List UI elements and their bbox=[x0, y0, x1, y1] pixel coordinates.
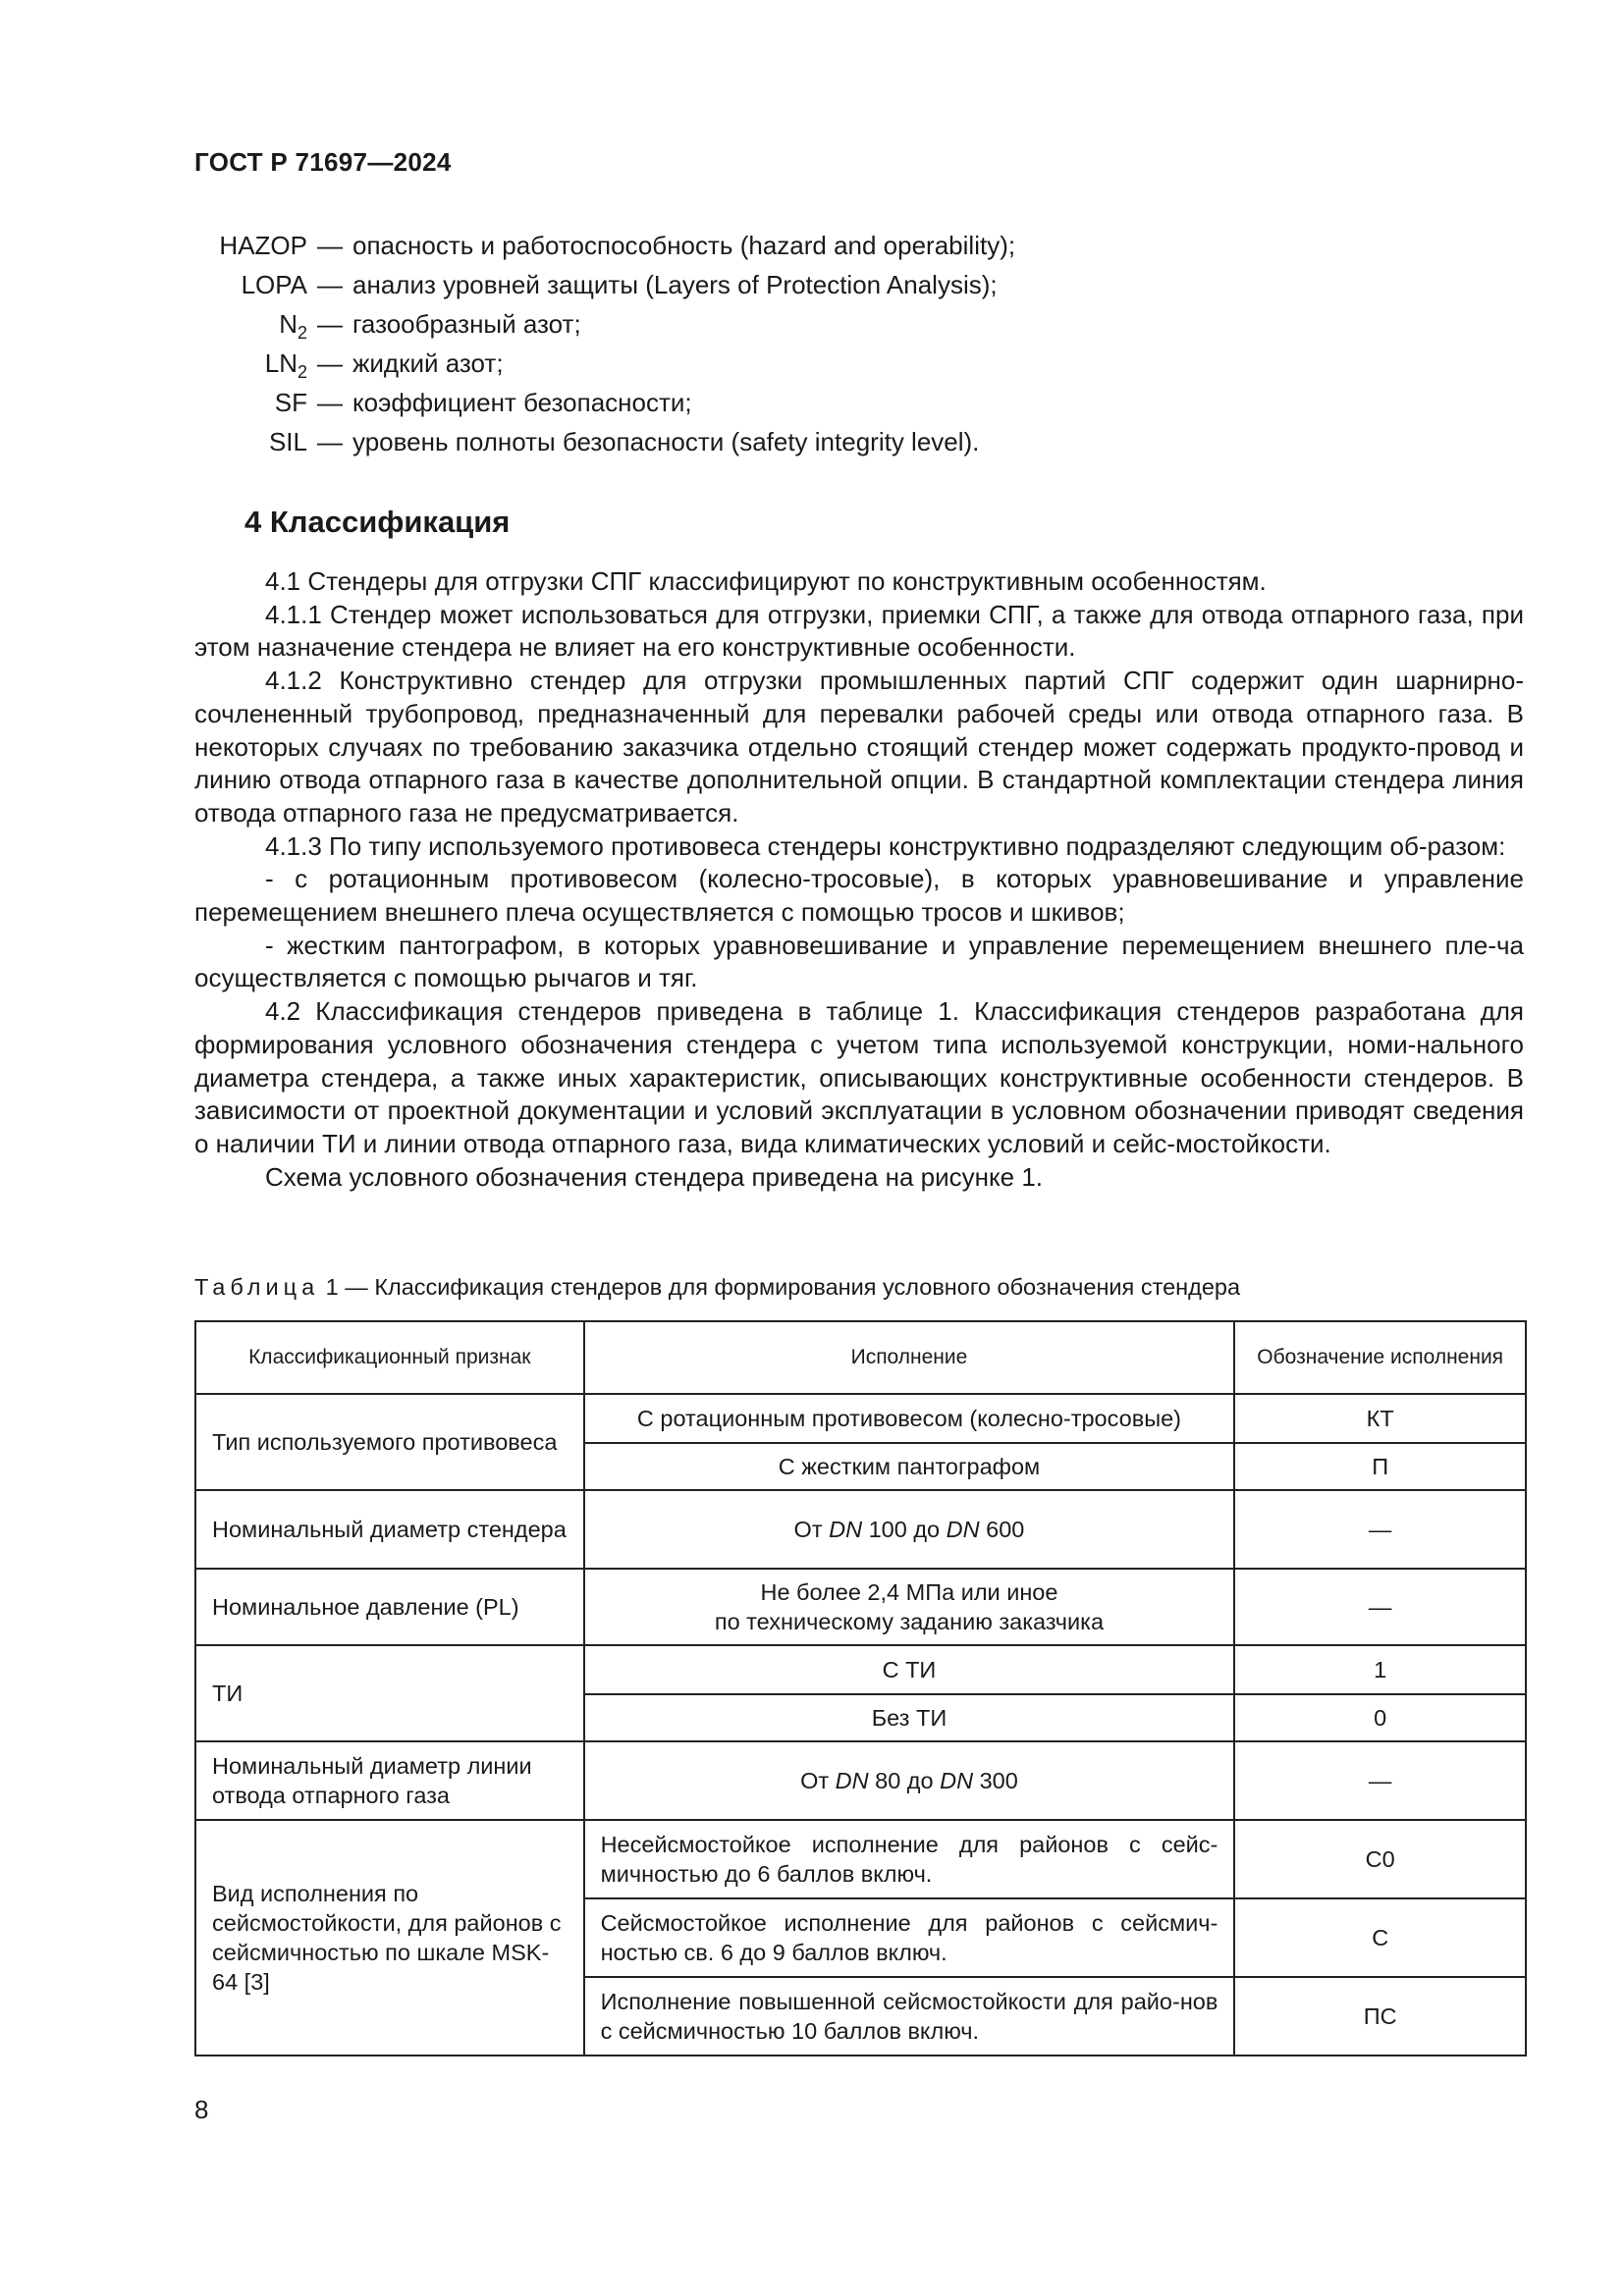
abbreviation-dash: — bbox=[317, 427, 343, 456]
feature-cell: Номинальное давление (PL) bbox=[195, 1569, 584, 1645]
abbreviation-definition: коэффициент безопасности; bbox=[352, 388, 692, 417]
abbreviations-list bbox=[0, 226, 1624, 461]
table-row bbox=[195, 1490, 1526, 1569]
abbreviation-item bbox=[0, 422, 1624, 461]
feature-cell: Вид исполнения по сейсмостойкости, для районов с сейсмичностью по шкале MSK-64 [3] bbox=[195, 1820, 584, 2056]
option-cell: Не более 2,4 МПа или иное по техническому заданию заказчика bbox=[584, 1569, 1235, 1645]
table-caption-label: Таблица bbox=[194, 1274, 320, 1300]
code-cell: — bbox=[1234, 1490, 1526, 1569]
abbreviation-definition: жидкий азот; bbox=[352, 348, 504, 378]
document-code: ГОСТ Р 71697—2024 bbox=[194, 147, 452, 177]
abbreviation-item bbox=[0, 383, 1624, 422]
abbreviation-term: $LN_2$ bbox=[264, 348, 307, 382]
classification-table bbox=[194, 1320, 1527, 2056]
paragraph: 4.1.3 По типу используемого противовеса стендеры конструктивно подразделяют следующим об-разом: bbox=[265, 830, 1506, 861]
feature-cell: ТИ bbox=[195, 1645, 584, 1741]
abbreviation-definition: газообразный азот; bbox=[352, 309, 581, 339]
abbreviation-item bbox=[0, 304, 1624, 344]
table-header-row bbox=[195, 1321, 1526, 1394]
option-cell: Несейсмостойкое исполнение для районов с сейс-мичностью до 6 баллов включ. bbox=[584, 1820, 1235, 1898]
code-cell: — bbox=[1234, 1741, 1526, 1820]
abbreviation-dash: — bbox=[317, 388, 343, 417]
code-cell: П bbox=[1234, 1443, 1526, 1490]
paragraph: Схема условного обозначения стендера приведена на рисунке 1. bbox=[265, 1161, 1044, 1192]
abbreviation-item bbox=[0, 226, 1624, 265]
paragraph: 4.1.1 Стендер может использоваться для отгрузки, приемки СПГ, а также для отвода отпарного газа, при этом назначение стендера не влияет на его конструктивные особенности. bbox=[194, 599, 1524, 663]
abbreviation-term: SF bbox=[274, 388, 307, 417]
section-title: 4 Классификация bbox=[244, 505, 511, 539]
table-caption bbox=[194, 1274, 1240, 1301]
abbreviation-dash: — bbox=[317, 309, 343, 339]
paragraph: 4.1.2 Конструктивно стендер для отгрузки промышленных партий СПГ содержит один шарнирно-сочлененный трубопровод, предназначенный для перевалки рабочей среды или отвода отпарного газа. В некоторых случаях по требованию заказчика отдельно стоящий стендер может содержать продукто-провод и линию отвода отпарного газа в качестве дополнительной опции. В стандартной комплектации стендера линия отвода отпарного газа не предусматривается. bbox=[194, 666, 1524, 828]
page-number: 8 bbox=[194, 2095, 209, 2124]
feature-cell: Номинальный диаметр стендера bbox=[195, 1490, 584, 1569]
abbreviation-item bbox=[0, 265, 1624, 304]
abbreviation-dash: — bbox=[317, 231, 343, 260]
code-cell: С bbox=[1234, 1898, 1526, 1977]
option-cell: С ТИ bbox=[584, 1645, 1235, 1694]
abbreviation-term: HAZOP bbox=[219, 231, 307, 260]
table-row bbox=[195, 1394, 1526, 1443]
abbreviation-definition: опасность и работоспособность (hazard and operability); bbox=[352, 231, 1016, 260]
abbreviation-term: LOPA bbox=[241, 270, 307, 299]
code-cell: 0 bbox=[1234, 1694, 1526, 1741]
abbreviation-definition: уровень полноты безопасности (safety integrity level). bbox=[352, 427, 980, 456]
list-item: - жестким пантографом, в которых уравновешивание и управление перемещением внешнего пле-ча осуществляется с помощью рычагов и тяг. bbox=[194, 930, 1524, 993]
table-header-cell: Классификационный признак bbox=[195, 1321, 584, 1394]
body-text bbox=[194, 565, 1524, 1194]
paragraph: 4.2 Классификация стендеров приведена в таблице 1. Классификация стендеров разработана для формирования условного обозначения стендера с учетом типа используемой конструкции, номи-нального диаметра стендера, а также иных характеристик, описывающих конструктивные особенности стендеров. В зависимости от проектной документации и условий эксплуатации в условном обозначении приводят сведения о наличии ТИ и линии отвода отпарного газа, вида климатических условий и сейс-мостойкости. bbox=[194, 996, 1524, 1158]
code-cell: КТ bbox=[1234, 1394, 1526, 1443]
code-cell: 1 bbox=[1234, 1645, 1526, 1694]
table-caption-text: 1 — Классификация стендеров для формирования условного обозначения стендера bbox=[319, 1274, 1241, 1300]
option-cell: Сейсмостойкое исполнение для районов с сейсмич-ностью св. 6 до 9 баллов включ. bbox=[584, 1898, 1235, 1977]
table-header-cell: Исполнение bbox=[584, 1321, 1235, 1394]
abbreviation-item bbox=[0, 344, 1624, 383]
paragraph: 4.1 Стендеры для отгрузки СПГ классифицируют по конструктивным особенностям. bbox=[265, 566, 1267, 596]
option-cell: Исполнение повышенной сейсмостойкости для райо-нов с сейсмичностью 10 баллов включ. bbox=[584, 1977, 1235, 2056]
table-row bbox=[195, 1569, 1526, 1645]
option-cell: Без ТИ bbox=[584, 1694, 1235, 1741]
abbreviation-term: $N_2$ bbox=[279, 309, 307, 343]
code-cell: С0 bbox=[1234, 1820, 1526, 1898]
abbreviation-definition: анализ уровней защиты (Layers of Protection Analysis); bbox=[352, 270, 998, 299]
abbreviation-dash: — bbox=[317, 270, 343, 299]
code-cell: — bbox=[1234, 1569, 1526, 1645]
option-cell: От DN 100 до DN 600 bbox=[584, 1490, 1235, 1569]
table-row bbox=[195, 1741, 1526, 1820]
option-cell: От DN 80 до DN 300 bbox=[584, 1741, 1235, 1820]
table-row bbox=[195, 1820, 1526, 1898]
table-header-cell: Обозначение исполнения bbox=[1234, 1321, 1526, 1394]
list-item: - с ротационным противовесом (колесно-тросовые), в которых уравновешивание и управление перемещением внешнего плеча осуществляется с помощью тросов и шкивов; bbox=[194, 864, 1524, 928]
abbreviation-term: SIL bbox=[268, 427, 307, 456]
feature-cell: Номинальный диаметр линии отвода отпарного газа bbox=[195, 1741, 584, 1820]
table-row bbox=[195, 1645, 1526, 1694]
feature-cell: Тип используемого противовеса bbox=[195, 1394, 584, 1490]
option-cell: С жестким пантографом bbox=[584, 1443, 1235, 1490]
option-cell: С ротационным противовесом (колесно-тросовые) bbox=[584, 1394, 1235, 1443]
code-cell: ПС bbox=[1234, 1977, 1526, 2056]
abbreviation-dash: — bbox=[317, 348, 343, 378]
